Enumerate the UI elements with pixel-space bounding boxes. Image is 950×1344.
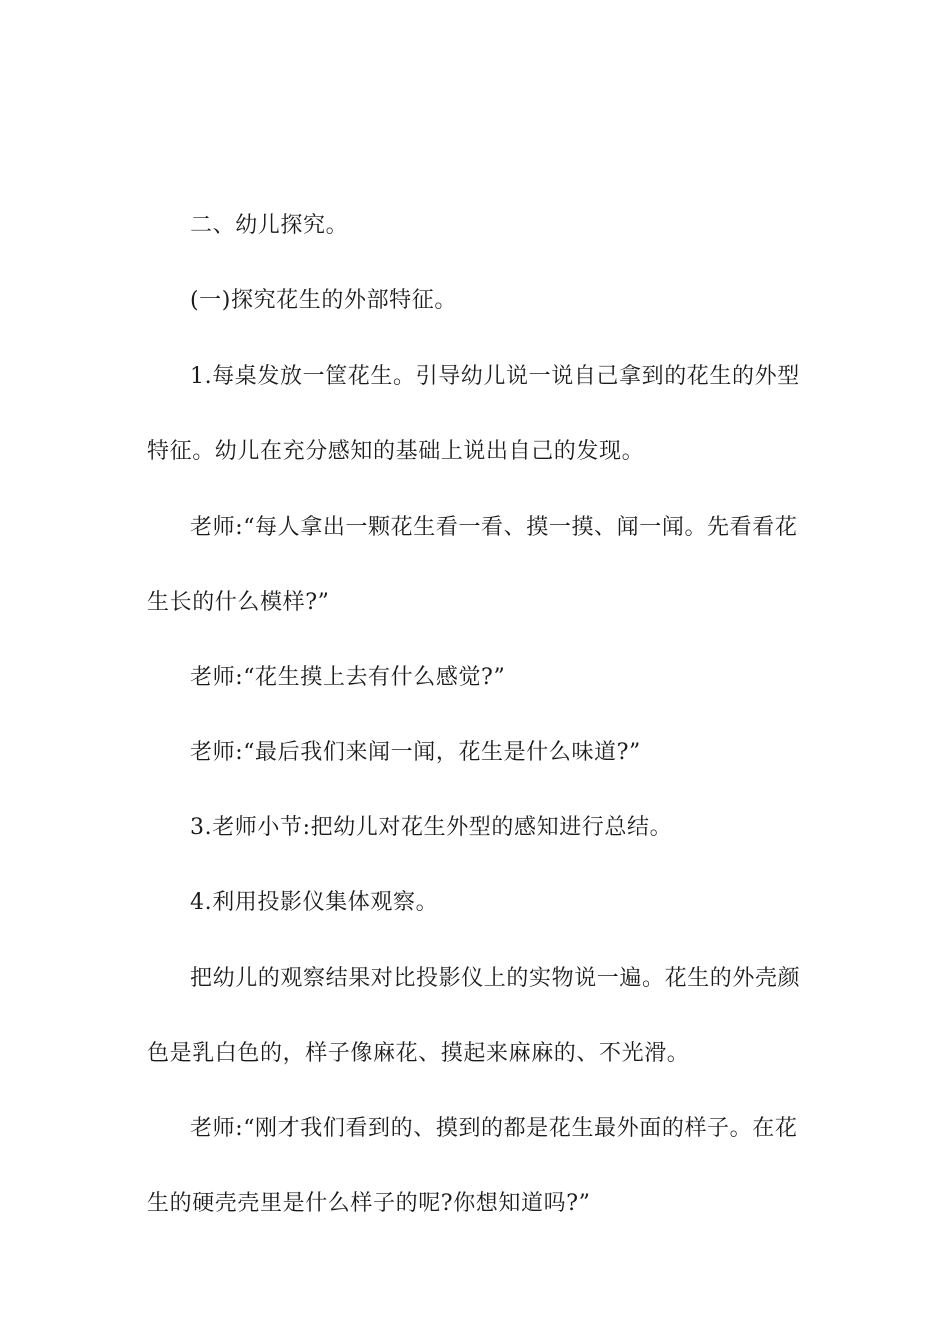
paragraph-line: 老师:“每人拿出一颗花生看一看、摸一摸、闻一闻。先看看花 (190, 515, 798, 540)
paragraph-line: 3.老师小节:把幼儿对花生外型的感知进行总结。 (190, 815, 673, 840)
subsection-heading: (一)探究花生的外部特征。 (190, 288, 457, 313)
paragraph-line: 特征。幼儿在充分感知的基础上说出自己的发现。 (147, 439, 645, 464)
paragraph-line: 把幼儿的观察结果对比投影仪上的实物说一遍。花生的外壳颜 (190, 966, 801, 991)
paragraph-line: 老师:“刚才我们看到的、摸到的都是花生最外面的样子。在花 (190, 1116, 798, 1141)
paragraph-line: 老师:“花生摸上去有什么感觉?” (190, 665, 506, 690)
paragraph-line: 生长的什么模样?” (147, 590, 330, 615)
paragraph-line: 1.每桌发放一筐花生。引导幼儿说一说自己拿到的花生的外型 (190, 364, 800, 389)
paragraph-line: 老师:“最后我们来闻一闻，花生是什么味道?” (190, 740, 641, 765)
section-heading: 二、幼儿探究。 (190, 213, 349, 238)
paragraph-line: 色是乳白色的，样子像麻花、摸起来麻麻的、不光滑。 (147, 1041, 690, 1066)
paragraph-line: 4.利用投影仪集体观察。 (190, 890, 439, 915)
paragraph-line: 生的硬壳壳里是什么样子的呢?你想知道吗?” (147, 1191, 591, 1216)
